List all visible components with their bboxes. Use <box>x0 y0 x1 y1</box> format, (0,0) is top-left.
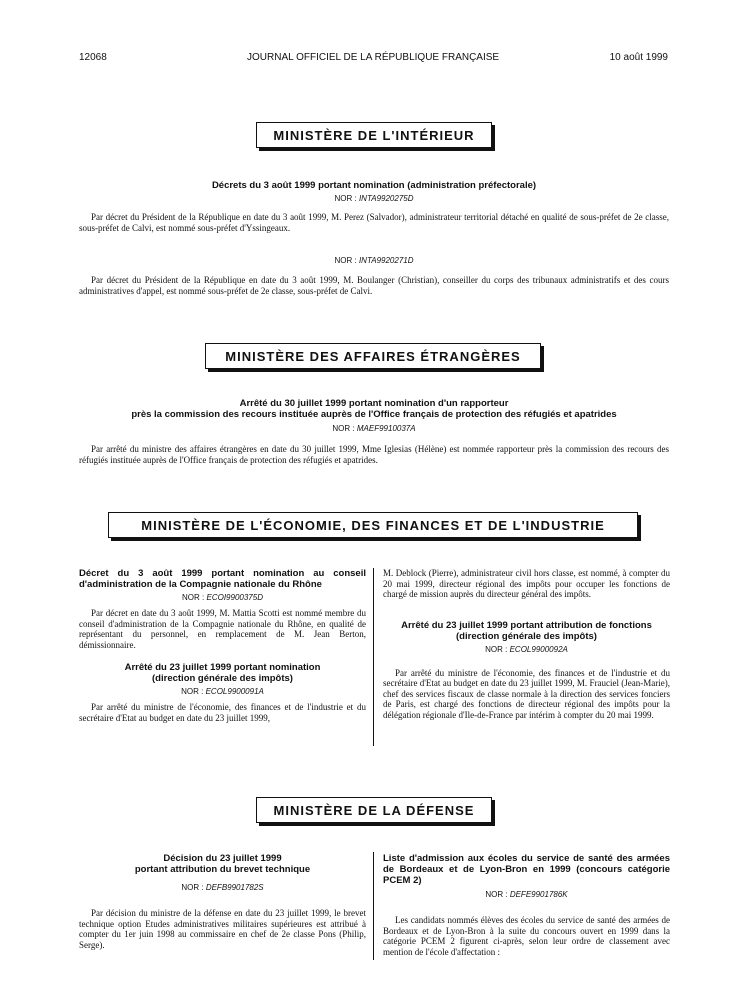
ministry-heading-economie: MINISTÈRE DE L'ÉCONOMIE, DES FINANCES ET DE L'INDUSTRIE <box>108 512 638 538</box>
journal-title: JOURNAL OFFICIEL DE LA RÉPUBLIQUE FRANÇAISE <box>247 52 500 63</box>
decree-paragraph: Par décret du Président de la République en date du 3 août 1999, M. Boulanger (Christian), conseiller du corps des tribunaux administratifs et des cours administratives d'appel, est nommé sous-préfet de 2e classe, sous-préfet de Calvi. <box>79 275 669 296</box>
decree-paragraph: Par décret du Président de la République en date du 3 août 1999, M. Perez (Salvador), administrateur territorial détaché en qualité de sous-préfet de 2e classe, sous-préfet de Calvi, est nommé sous-préfet d'Yssingeaux. <box>79 212 669 233</box>
admission-paragraph: Les candidats nommés élèves des écoles du service de santé des armées de Bordeaux et de Lyon-Bron à la suite du concours ouvert en 1999 dans la catégorie PCEM 2 figurent ci-après, selon leur ordre de classement avec mention de l'école d'affectation : <box>383 915 670 957</box>
arrete-title-line: Arrêté du 30 juillet 1999 portant nomination d'un rapporteur <box>239 398 509 409</box>
column-divider <box>373 568 374 746</box>
nor-label: NOR : <box>332 424 355 433</box>
column-divider <box>373 852 374 960</box>
nor-label: NOR : <box>485 644 508 654</box>
decision-title <box>79 853 366 875</box>
arrete-title-line: Arrêté du 23 juillet 1999 portant nomination <box>124 662 321 673</box>
decree-title: Décret du 3 août 1999 portant nomination au conseil d'administration de la Compagnie nationale du Rhône <box>79 568 366 590</box>
nor-code: ECOL9900092A <box>509 644 568 654</box>
arrete-title-line: près la commission des recours instituée auprès de l'Office français de protection des réfugiés et apatrides <box>131 409 617 420</box>
decision-title-line: portant attribution du brevet technique <box>134 864 311 875</box>
nor-code: INTA9920271D <box>358 256 414 265</box>
defense-right-column <box>383 853 670 957</box>
defense-left-column <box>79 853 366 950</box>
arrete-title <box>383 620 670 642</box>
arrete-paragraph: Par arrêté du ministre de l'économie, des finances et de l'industrie et du secrétaire d'Etat au budget en date du 23 juillet 1999, <box>79 702 366 723</box>
decision-paragraph: Par décision du ministre de la défense en date du 23 juillet 1999, le brevet technique option Etudes administratives militaires supérieures est attribué à compter du 1er juin 1998 au commissaire en chef de 2e classe Pons (Philip, Serge). <box>79 908 366 950</box>
nor-code: DEFE9901786K <box>509 890 568 899</box>
issue-date: 10 août 1999 <box>609 52 668 63</box>
page-number: 12068 <box>79 52 107 63</box>
nor-reference <box>79 424 669 433</box>
ministry-heading-affaires-etrangeres: MINISTÈRE DES AFFAIRES ÉTRANGÈRES <box>205 343 541 369</box>
nor-reference <box>79 593 366 602</box>
economie-left-column <box>79 568 366 723</box>
nor-label: NOR : <box>485 890 508 899</box>
nor-reference <box>79 256 669 265</box>
arrete-paragraph: Par arrêté du ministre de l'économie, des finances et de l'industrie et du secrétaire d'Etat au budget en date du 23 juillet 1999, M. Frauciel (Jean-Marie), chef des services fiscaux de classe normale à la direction des services fonciers de Paris, est chargé des fonctions de directeur régional des impôts pour la délégation régionale d'Ile-de-France par intérim à compter du 20 mai 1999. <box>383 667 670 720</box>
nor-code: MAEF9910037A <box>356 424 416 433</box>
nor-label: NOR : <box>334 194 357 203</box>
ministry-heading-interieur: MINISTÈRE DE L'INTÉRIEUR <box>256 122 492 148</box>
nor-reference <box>79 687 366 696</box>
nor-label: NOR : <box>181 687 204 696</box>
arrete-title <box>79 398 669 420</box>
nor-code: DEFB9901782S <box>205 883 264 892</box>
arrete-title-line: (direction générale des impôts) <box>456 630 597 642</box>
nor-label: NOR : <box>181 883 204 892</box>
nor-reference <box>383 890 670 899</box>
economie-right-column <box>383 568 670 720</box>
arrete-paragraph: Par arrêté du ministre des affaires étrangères en date du 30 juillet 1999, Mme Iglesias (Hélène) est nommée rapporteur près la commission des recours des réfugiés instituée auprès de l'Office français de protection des réfugiés et apatrides. <box>79 444 669 465</box>
nor-reference <box>79 194 669 203</box>
nor-code: ECOL9900091A <box>205 687 264 696</box>
arrete-title-line: Arrêté du 23 juillet 1999 portant attribution de fonctions <box>401 619 652 631</box>
decree-paragraph: Par décret en date du 3 août 1999, M. Mattia Scotti est nommé membre du conseil d'administration de la Compagnie nationale du Rhône, en qualité de représentant du personnel, en remplacement de M. Jean Berton, démissionnaire. <box>79 608 366 650</box>
arrete-title-line: (direction générale des impôts) <box>152 673 293 684</box>
nor-label: NOR : <box>334 256 357 265</box>
arrete-title <box>79 662 366 684</box>
nor-code: INTA9920275D <box>358 194 414 203</box>
nor-reference <box>383 645 670 654</box>
continued-paragraph: M. Deblock (Pierre), administrateur civil hors classe, est nommé, à compter du 20 mai 1999, directeur régional des impôts pour occuper les fonctions de chargé de mission auprès du directeur général des impôts. <box>383 568 670 599</box>
decree-title: Décrets du 3 août 1999 portant nomination (administration préfectorale) <box>211 180 537 191</box>
admission-list-title: Liste d'admission aux écoles du service de santé des armées de Bordeaux et de Lyon-Bron en 1999 (concours catégorie PCEM 2) <box>383 853 670 886</box>
nor-code: ECOI9900375D <box>206 593 263 602</box>
nor-label: NOR : <box>182 593 205 602</box>
decision-title-line: Décision du 23 juillet 1999 <box>163 853 282 864</box>
nor-reference <box>79 883 366 892</box>
ministry-heading-defense: MINISTÈRE DE LA DÉFENSE <box>256 797 492 823</box>
